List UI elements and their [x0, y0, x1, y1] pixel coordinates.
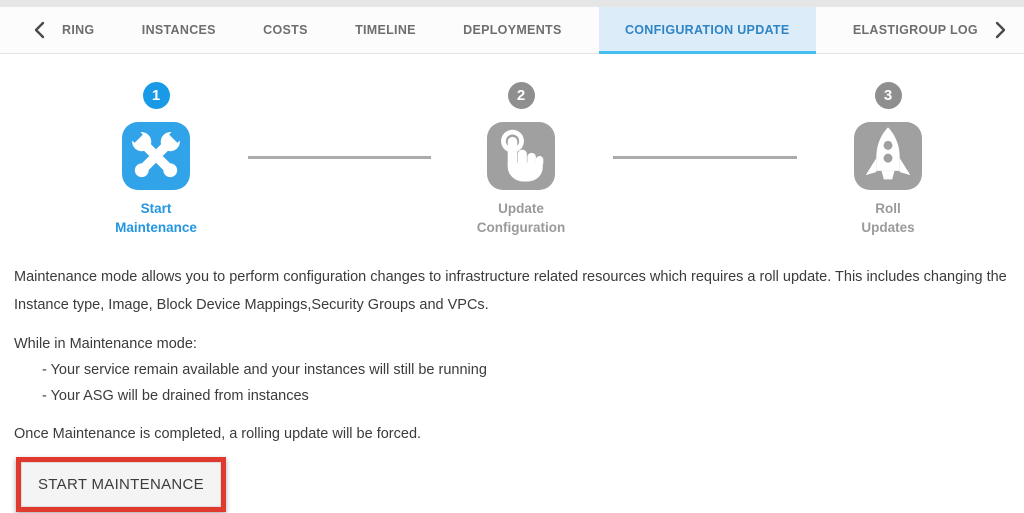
step-label [808, 199, 968, 237]
annotation-highlight [16, 457, 226, 512]
step-label-line2: Configuration [476, 220, 566, 235]
step-number-badge: 1 [143, 82, 170, 109]
stepper-connector [248, 156, 431, 159]
tap-hand-icon [487, 122, 555, 190]
rocket-icon [854, 122, 922, 190]
maintenance-description: Maintenance mode allows you to perform configuration changes to infrastructure related resources which requires a roll update. This includes changing the Instance type, Image, Block Device Mappings,Security Groups and VPCs. [14, 269, 1007, 313]
tabs-track [52, 7, 988, 53]
rolling-update-note: Once Maintenance is completed, a rolling update will be forced. [14, 426, 422, 442]
bullet-service-running: - Your service remain available and your instances will still be running [42, 362, 487, 378]
tab-elastigroup-log[interactable]: ELASTIGROUP LOG [852, 23, 978, 37]
tab-costs[interactable]: COSTS [263, 23, 308, 37]
step-label-line2: Updates [861, 220, 915, 235]
step-start-maintenance [76, 82, 236, 237]
step-update-configuration [441, 82, 601, 237]
stepper-connector [613, 156, 797, 159]
step-number-badge: 3 [875, 82, 902, 109]
step-label-line1: Roll [875, 201, 901, 216]
step-label [441, 199, 601, 237]
tab-configuration-update[interactable]: CONFIGURATION UPDATE [599, 7, 816, 53]
step-label-line1: Start [140, 201, 172, 216]
scroll-right-icon[interactable] [988, 7, 1014, 53]
step-label-line1: Update [498, 201, 544, 216]
tab-instances[interactable]: INSTANCES [141, 23, 216, 37]
bullet-asg-drained: - Your ASG will be drained from instances [42, 388, 309, 404]
maintenance-stepper [0, 54, 1024, 250]
step-label [76, 199, 236, 237]
start-maintenance-button[interactable]: START MAINTENANCE [21, 462, 221, 507]
step-roll-updates [808, 82, 968, 237]
while-mode-heading: While in Maintenance mode: [14, 336, 197, 352]
tab-timeline[interactable]: TIMELINE [355, 23, 416, 37]
top-strip [0, 0, 1024, 7]
tab-bar [0, 7, 1024, 54]
step-label-line2: Maintenance [115, 220, 197, 235]
tab-deployments[interactable]: DEPLOYMENTS [463, 23, 562, 37]
crossed-wrenches-icon [122, 122, 190, 190]
tab-ring[interactable]: RING [62, 23, 95, 37]
maintenance-content [0, 263, 1024, 512]
step-number-badge: 2 [508, 82, 535, 109]
scroll-left-icon[interactable] [26, 7, 52, 53]
